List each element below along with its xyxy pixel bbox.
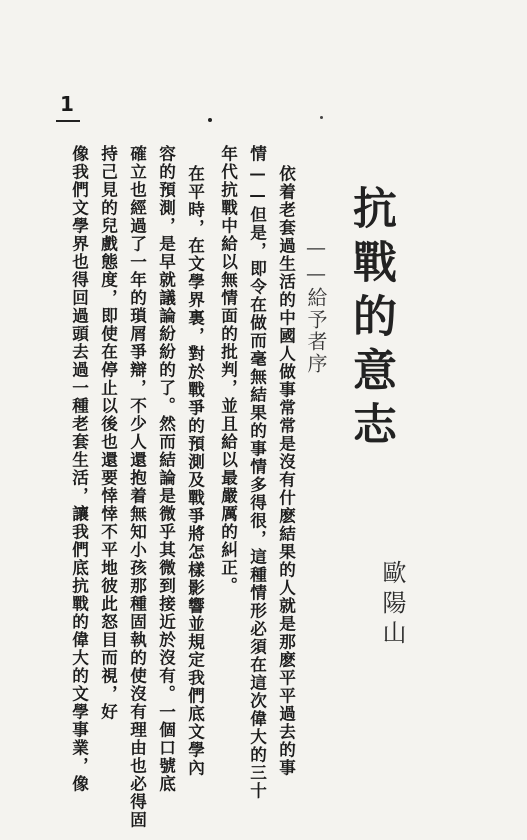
text-column: 情——但是，即令在做而毫無結果的事情多得很，這種情形必須在這次偉大的三十 — [247, 145, 268, 800]
page-number: 1 — [60, 92, 74, 116]
chapter-title: 抗戰的意志 — [345, 185, 396, 455]
text-column: 持己見的兒戲態度，即使在停止以後也還要悻悻不平地彼此怒目而視，好 — [98, 145, 119, 721]
ink-speck — [208, 118, 212, 122]
author-name: 歐陽山 — [378, 560, 406, 650]
text-column: 確立也經過了一年的瑣屑爭辯，不少人還抱着無知小孩那種固執的使沒有理由也必得固 — [127, 145, 148, 829]
chapter-subtitle: ——給予者序 — [304, 235, 328, 375]
text-column: 年代抗戰中給以無情面的批判，並且給以最嚴厲的糾正。 — [218, 145, 239, 595]
text-column: 像我們文學界也得回過頭去過一種老套生活，讓我們底抗戰的偉大的文學事業，像 — [69, 145, 90, 793]
text-column: 在平時，在文學界裏，對於戰爭的預測及戰爭將怎樣影響並規定我們底文學內 — [185, 165, 206, 777]
text-column: 依着老套過生活的中國人做事常常是沒有什麽結果的人就是那麽平平過去的事 — [276, 165, 297, 777]
page-number-rule — [56, 120, 80, 122]
ink-speck — [320, 116, 323, 119]
text-column: 容的預測，是早就議論紛紛的了。然而結論是微乎其微到接近於沒有。一個口號底 — [156, 145, 177, 793]
